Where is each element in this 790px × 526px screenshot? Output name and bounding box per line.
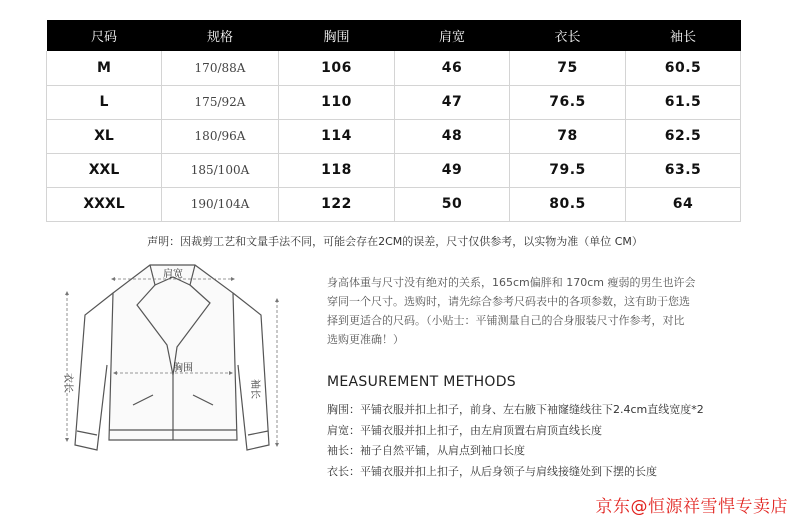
cell-chest: 106 (279, 51, 395, 85)
intro-line: 选购更准确！） (327, 333, 404, 346)
cell-length: 75 (510, 51, 626, 85)
length-label: 衣长 (62, 373, 73, 393)
header-sleeve: 袖长 (626, 20, 741, 51)
cell-spec: 170/88A (162, 51, 279, 85)
cell-chest: 122 (279, 187, 395, 221)
method-sleeve: 袖长：袖子自然平铺，从肩点到袖口长度 (327, 444, 525, 457)
header-chest: 胸围 (279, 20, 395, 51)
cell-chest: 118 (279, 153, 395, 187)
header-length: 衣长 (510, 20, 626, 51)
cell-sleeve: 61.5 (626, 85, 741, 119)
cell-size: L (47, 85, 162, 119)
intro-line: 身高体重与尺寸没有绝对的关系，165cm偏胖和 170cm 瘦弱的男生也许会 (327, 276, 696, 289)
table-row (47, 153, 741, 187)
method-shoulder: 肩宽：平铺衣服并扣上扣子，由左肩顶置右肩顶直线长度 (327, 423, 602, 437)
method-chest: 胸围：平铺衣服并扣上扣子，前身、左右腋下袖窿缝线往下2.4cm直线宽度*2 (327, 403, 704, 416)
cell-length: 79.5 (510, 153, 626, 187)
cell-spec: 180/96A (162, 119, 279, 153)
store-watermark: 京东@恒源祥雪悍专卖店 (595, 497, 788, 517)
table-row (47, 119, 741, 153)
size-chart-table (46, 20, 741, 222)
cell-length: 76.5 (510, 85, 626, 119)
jacket-outline (75, 265, 269, 450)
cell-shoulder: 48 (395, 119, 510, 153)
size-disclaimer: 声明：因裁剪工艺和文量手法不同，可能会存在2CM的误差，尺寸仅供参考，以实物为准（单位 CM） (147, 235, 643, 248)
shoulder-label: 肩宽 (163, 269, 183, 280)
cell-chest: 110 (279, 85, 395, 119)
cell-size: XXXL (47, 187, 162, 221)
cell-spec: 190/104A (162, 187, 279, 221)
cell-size: XL (47, 119, 162, 153)
cell-shoulder: 47 (395, 85, 510, 119)
cell-size: XXL (47, 153, 162, 187)
cell-sleeve: 63.5 (626, 153, 741, 187)
cell-sleeve: 60.5 (626, 51, 741, 85)
cell-spec: 185/100A (162, 153, 279, 187)
table-row (47, 85, 741, 119)
intro-line: 择到更适合的尺码。（小贴士：平铺测量自己的合身服装尺寸作参考，对比 (327, 314, 685, 327)
table-header-row (47, 20, 741, 51)
chest-label: 胸围 (173, 363, 193, 374)
cell-shoulder: 50 (395, 187, 510, 221)
table-row (47, 51, 741, 85)
jacket-measurement-diagram (55, 255, 285, 480)
cell-spec: 175/92A (162, 85, 279, 119)
cell-shoulder: 46 (395, 51, 510, 85)
methods-list (327, 400, 767, 482)
cell-length: 78 (510, 119, 626, 153)
cell-shoulder: 49 (395, 153, 510, 187)
cell-length: 80.5 (510, 187, 626, 221)
intro-line: 穿同一个尺寸。选购时，请先综合参考尺码表中的各项参数，这有助于您选 (327, 295, 690, 308)
table-row (47, 187, 741, 221)
header-size: 尺码 (47, 20, 162, 51)
header-spec: 规格 (162, 20, 279, 51)
method-length: 衣长：平铺衣服并扣上扣子，从后身领子与肩线接缝处到下摆的长度 (327, 464, 657, 478)
methods-title: MEASUREMENT METHODS (327, 374, 516, 390)
size-advice-text (327, 273, 737, 349)
header-shoulder: 肩宽 (395, 20, 510, 51)
cell-chest: 114 (279, 119, 395, 153)
cell-size: M (47, 51, 162, 85)
sleeve-label: 袖长 (249, 379, 260, 399)
cell-sleeve: 62.5 (626, 119, 741, 153)
cell-sleeve: 64 (626, 187, 741, 221)
